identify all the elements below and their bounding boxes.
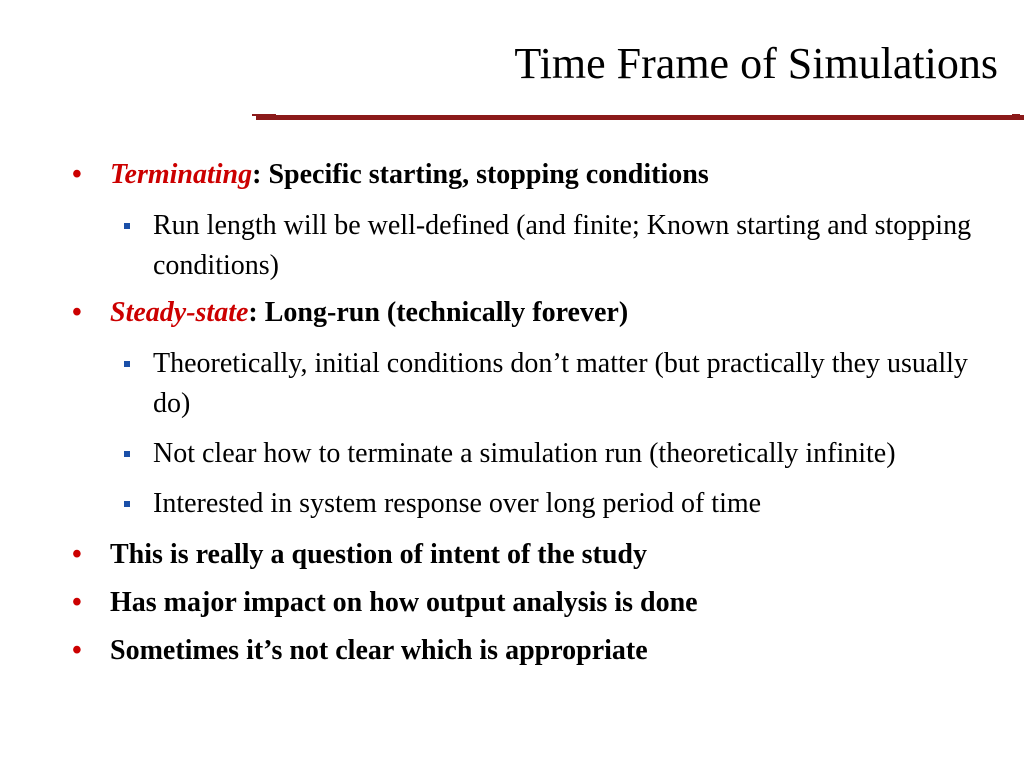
square-bullet-icon <box>124 223 130 229</box>
sub-bullet-text: Interested in system response over long period of time <box>153 488 762 519</box>
bullet-dot-icon: • <box>72 159 82 190</box>
bullet-dot-icon: • <box>72 297 82 328</box>
bullet-text: : Specific starting, stopping conditions <box>252 159 709 190</box>
bullet-text: Sometimes it’s not clear which is appropriate <box>110 635 648 666</box>
sub-bullet-text: Theoretically, initial conditions don’t matter (but practically they usually do) <box>153 348 968 419</box>
bullet-list <box>68 158 998 682</box>
bullet-text: This is really a question of intent of the study <box>110 539 647 570</box>
bullet-dot-icon: • <box>72 539 82 570</box>
square-bullet-icon <box>124 501 130 507</box>
square-bullet-icon <box>124 361 130 367</box>
slide-title: Time Frame of Simulations <box>514 39 998 88</box>
sub-bullet <box>153 206 998 286</box>
term-steady-state: Steady-state <box>110 297 249 328</box>
sub-bullet-text: Run length will be well-defined (and finite; Known starting and stopping conditions) <box>153 210 972 281</box>
sub-bullet-text: Not clear how to terminate a simulation run (theoretically infinite) <box>153 438 896 469</box>
sub-bullet <box>153 484 998 524</box>
bullet-text: : Long-run (technically forever) <box>248 297 629 328</box>
term-terminating: Terminating <box>110 159 253 190</box>
bullet-steady-state <box>68 296 998 330</box>
bullet-dot-icon: • <box>72 635 82 666</box>
bullet-impact <box>68 586 998 620</box>
sub-bullet <box>153 434 998 474</box>
square-bullet-icon <box>124 451 130 457</box>
bullet-terminating <box>68 158 998 192</box>
bullet-text: Has major impact on how output analysis is done <box>110 587 698 618</box>
bullet-intent <box>68 538 998 572</box>
title-underline <box>256 115 1024 120</box>
bullet-appropriate <box>68 634 998 668</box>
sub-bullet <box>153 344 998 424</box>
bullet-dot-icon: • <box>72 587 82 618</box>
